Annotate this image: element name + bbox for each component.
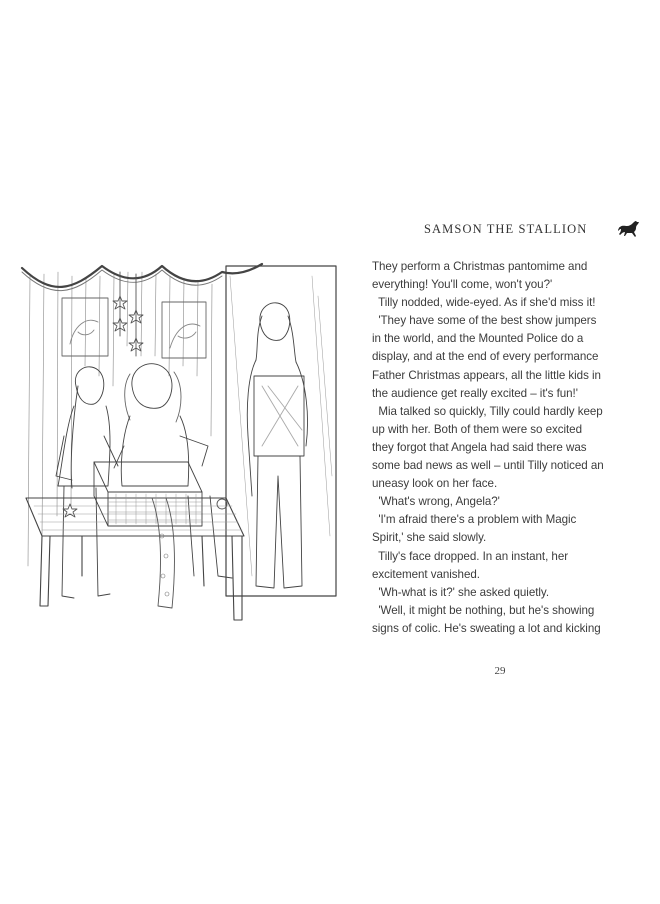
text-line: 'Wh-what is it?' she asked quietly. [372,585,549,599]
text-line: the audience get really excited – it's fun!' [372,386,578,400]
text-line: Mia talked so quickly, Tilly could hardly keep [372,404,603,418]
text-line: Tilly nodded, wide-eyed. As if she'd miss it! [372,296,596,310]
text-line: 'What's wrong, Angela?' [372,495,500,509]
table [26,498,244,620]
text-line: everything! You'll come, won't you?' [372,278,553,292]
girl-middle [114,364,232,578]
text-line: Tilly's face dropped. In an instant, her [372,549,569,563]
text-line: display, and at the end of every performance [372,350,599,364]
text-line: 'Well, it might be nothing, but he's showing [372,603,595,617]
galloping-horse-icon [618,220,640,238]
text-line: 'They have some of the best show jumpers [372,314,597,328]
text-line: Spirit,' she said slowly. [372,531,487,545]
page-number: 29 [494,665,506,677]
text-line: some bad news as well – until Tilly noticed an [372,459,604,473]
text-line: in the world, and the Mounted Police do a [372,332,584,346]
text-line: signs of colic. He's sweating a lot and kicking [372,621,601,635]
star-cloth [152,498,174,608]
text-line: excitement vanished. [372,567,480,581]
text-line: 'I'm afraid there's a problem with Magic [372,513,577,527]
girl-left [56,367,118,598]
basket-box [94,462,202,526]
running-head-title: SAMSON THE STALLION [424,222,588,236]
text-line: uneasy look on her face. [372,477,498,491]
text-line: Father Christmas appears, all the little kids in [372,368,601,382]
text-line: they forgot that Angela had said there was [372,440,587,454]
body-text [372,258,634,638]
stable-illustration [12,236,342,636]
text-line: up with her. Both of them were so excited [372,422,582,436]
running-head [372,222,642,242]
text-line: They perform a Christmas pantomime and [372,260,588,273]
poster-right [162,302,206,358]
standing-woman [247,303,307,588]
